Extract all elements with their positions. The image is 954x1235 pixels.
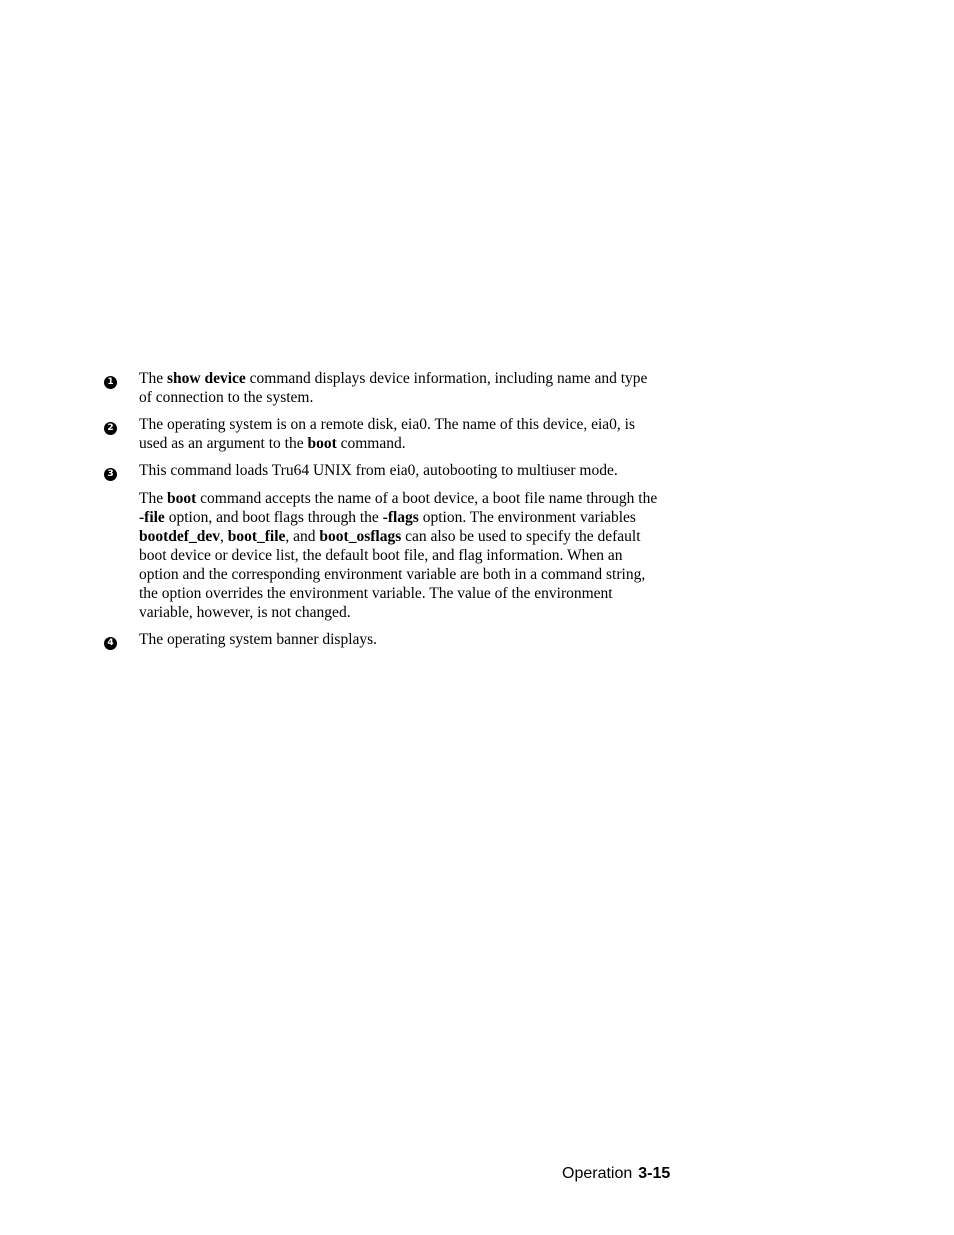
option-name: -file (139, 509, 165, 526)
command-name: boot (166, 490, 197, 507)
variable-name: boot_file (227, 528, 286, 545)
callout-number-3-icon: 3 (104, 468, 117, 481)
callout-note-2 (104, 415, 664, 453)
boot-command-paragraph (139, 489, 664, 622)
text-segment: The (139, 490, 167, 507)
text-segment: command accepts the name of a boot device, a boot file name through the (196, 490, 658, 507)
page-footer (562, 1164, 670, 1184)
footer-page-number: 3-15 (638, 1165, 671, 1182)
option-name: -flags (382, 509, 419, 526)
command-name: boot (307, 435, 337, 452)
callout-number-1-icon: 1 (104, 376, 117, 389)
callout-note-1 (104, 369, 664, 407)
callout-marker-2 (104, 415, 139, 435)
callout-marker-4 (104, 630, 139, 650)
callout-text-3 (139, 461, 664, 480)
callout-marker-3 (104, 461, 139, 481)
text-segment: This command loads Tru64 UNIX from eia0, autobooting to multiuser mode. (139, 462, 618, 479)
text-segment: can also be used to specify the default boot device or device list, the default boot file, and flag information. When an option and the corresponding environment variable are both in a command string, the option overrides the environment variable. The value of the environment variable, however, is not changed. (139, 528, 646, 621)
callout-text-2 (139, 415, 664, 453)
callout-text-4 (139, 630, 664, 649)
callout-note-4 (104, 630, 664, 650)
text-segment: The (139, 370, 167, 387)
text-segment: option, and boot flags through the (164, 509, 383, 526)
variable-name: bootdef_dev (139, 528, 220, 545)
callout-notes (104, 369, 664, 658)
footer-section-title: Operation (562, 1165, 633, 1182)
callout-number-2-icon: 2 (104, 422, 117, 435)
callout-marker-1 (104, 369, 139, 389)
text-segment: option. The environment variables (418, 509, 636, 526)
text-segment: command displays device information, including name and type of connection to the system. (139, 370, 648, 406)
variable-name: boot_osflags (319, 528, 402, 545)
text-segment: The operating system is on a remote disk, eia0. The name of this device, eia0, is used as an argument to the (139, 416, 636, 452)
command-name: show device (166, 370, 246, 387)
text-segment: command. (336, 435, 406, 452)
text-segment: The operating system banner displays. (139, 631, 378, 648)
text-segment: , (219, 528, 228, 545)
callout-number-4-icon: 4 (104, 637, 117, 650)
text-segment: , and (285, 528, 320, 545)
callout-note-3 (104, 461, 664, 481)
callout-text-1 (139, 369, 664, 407)
